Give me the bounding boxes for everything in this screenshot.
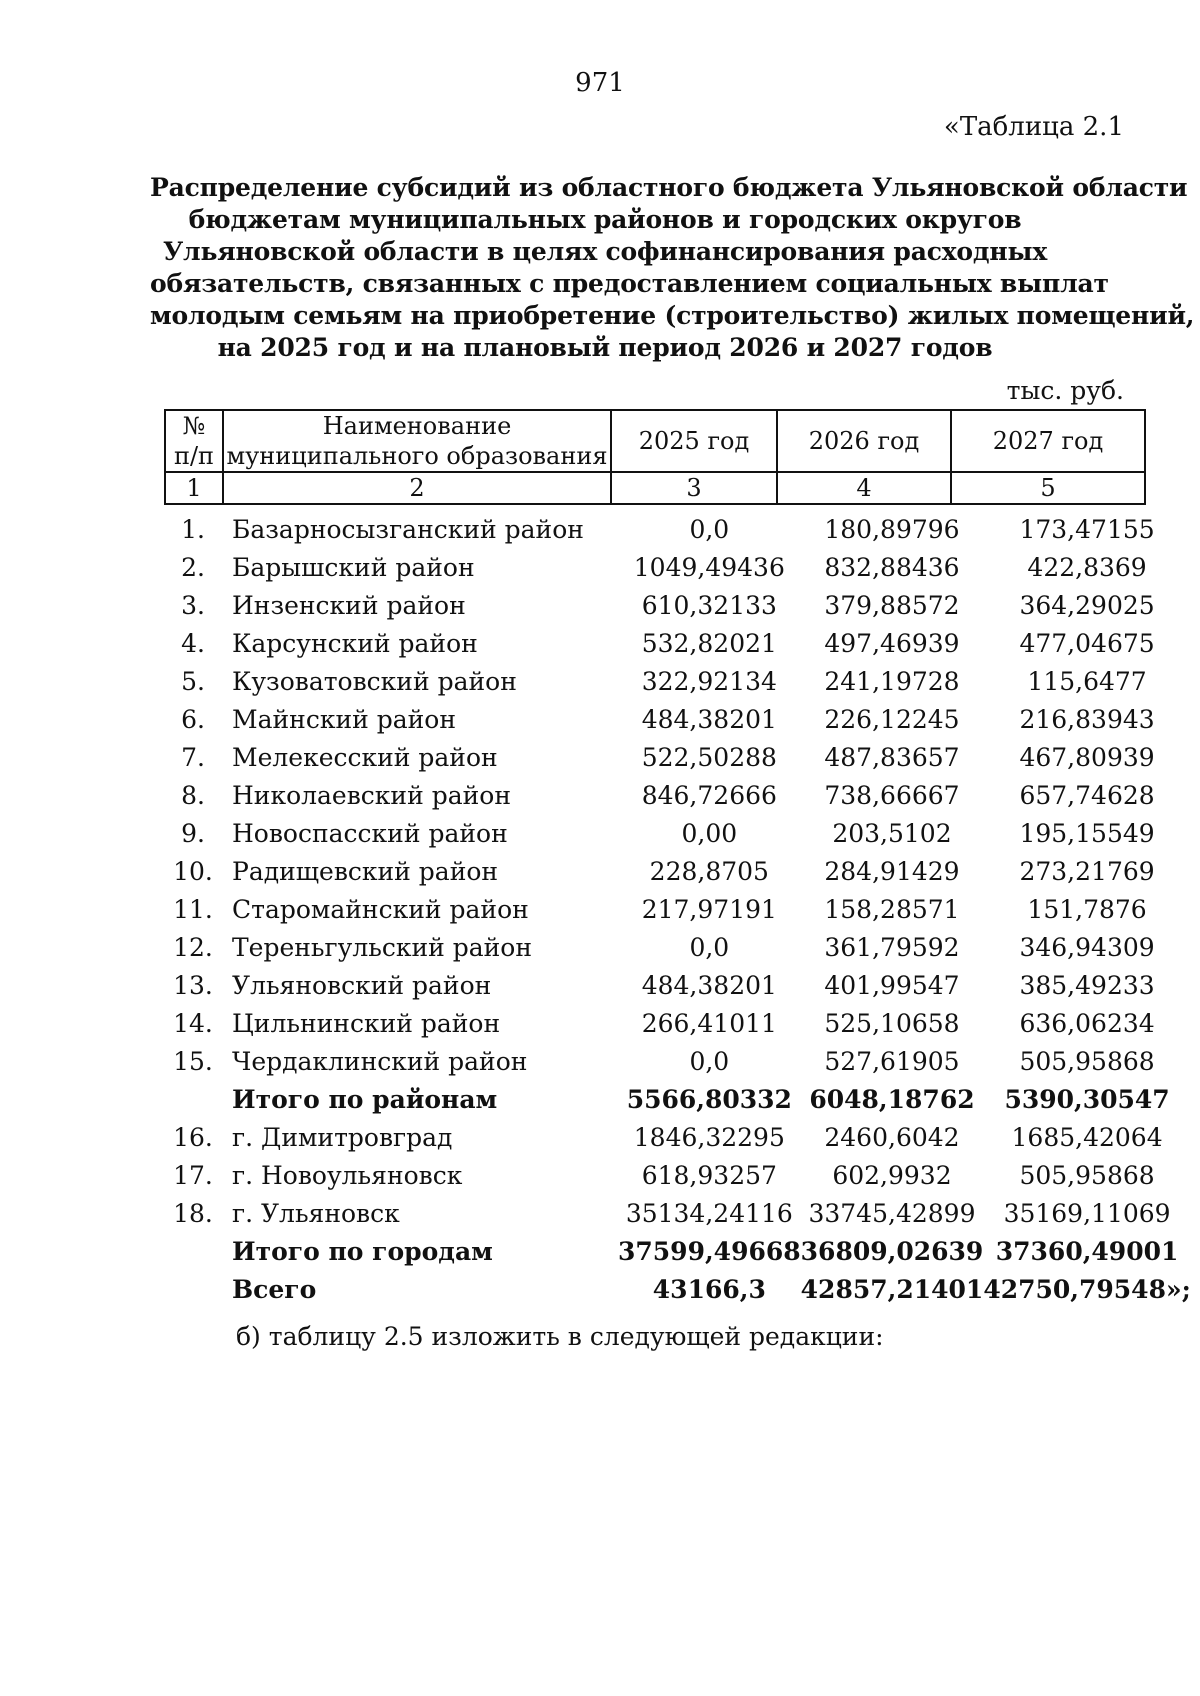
row-num: 10. <box>173 857 213 886</box>
row-2026: 241,19728 <box>824 667 960 696</box>
total-districts-row <box>164 1081 1191 1119</box>
title-line: Распределение субсидий из областного бюджета Ульяновской области <box>150 173 1188 202</box>
table-row <box>164 511 1191 549</box>
row-2025: 0,0 <box>689 515 730 544</box>
row-num: 13. <box>173 971 213 1000</box>
row-2026: 401,99547 <box>824 971 960 1000</box>
row-2025: 0,0 <box>689 1047 730 1076</box>
row-name: г. Ульяновск <box>232 1199 400 1228</box>
table-row <box>164 625 1191 663</box>
row-num: 14. <box>173 1009 213 1038</box>
table-row <box>164 815 1191 853</box>
row-2026: 284,91429 <box>824 857 960 886</box>
grand-total-2026: 42857,21401 <box>800 1275 984 1304</box>
row-2026: 525,10658 <box>824 1009 960 1038</box>
row-2027: 477,04675 <box>1019 629 1155 658</box>
row-name: Кузоватовский район <box>232 667 517 696</box>
total-cities-2026: 36809,02639 <box>800 1237 984 1266</box>
table-row <box>164 777 1191 815</box>
grand-total-row <box>164 1271 1191 1309</box>
header-index: 4 <box>777 472 951 504</box>
row-2027: 657,74628 <box>1019 781 1155 810</box>
header-index: 1 <box>165 472 223 504</box>
row-name: Базарносызганский район <box>232 515 584 544</box>
row-2027: 505,95868 <box>1019 1047 1155 1076</box>
grand-total-2025: 43166,3 <box>652 1275 766 1304</box>
title-line: Ульяновской области в целях софинансирования расходных <box>162 237 1048 266</box>
row-2026: 738,66667 <box>824 781 960 810</box>
row-2025: 0,0 <box>689 933 730 962</box>
row-2027: 505,95868 <box>1019 1161 1155 1190</box>
row-2026: 2460,6042 <box>824 1123 960 1152</box>
table-row <box>164 663 1191 701</box>
row-num: 12. <box>173 933 213 962</box>
row-num: 8. <box>181 781 205 810</box>
row-num: 1. <box>181 515 205 544</box>
page-number: 971 <box>575 68 625 98</box>
row-2027: 195,15549 <box>1019 819 1155 848</box>
table-row <box>164 891 1191 929</box>
header-name-bottom: муниципального образования <box>226 442 608 470</box>
total-districts-label: Итого по районам <box>232 1085 498 1114</box>
row-2027: 216,83943 <box>1019 705 1155 734</box>
row-2025: 522,50288 <box>641 743 777 772</box>
row-2027: 636,06234 <box>1019 1009 1155 1038</box>
total-districts-2027: 5390,30547 <box>1004 1085 1170 1114</box>
row-2025: 484,38201 <box>641 705 777 734</box>
row-2026: 361,79592 <box>824 933 960 962</box>
grand-total-2027: 42750,79548»; <box>983 1275 1191 1304</box>
table-row <box>164 967 1191 1005</box>
row-2026: 158,28571 <box>824 895 960 924</box>
row-2026: 226,12245 <box>824 705 960 734</box>
row-2027: 385,49233 <box>1019 971 1155 1000</box>
header-num <box>165 410 223 472</box>
row-num: 6. <box>181 705 205 734</box>
header-index: 5 <box>951 472 1145 504</box>
row-2025: 0,00 <box>681 819 738 848</box>
grand-total-label: Всего <box>232 1275 317 1304</box>
row-2025: 266,41011 <box>641 1009 777 1038</box>
row-2025: 1846,32295 <box>633 1123 785 1152</box>
title-line: на 2025 год и на плановый период 2026 и 2027 годов <box>217 333 993 362</box>
header-name-top: Наименование <box>322 412 512 440</box>
row-2025: 217,97191 <box>641 895 777 924</box>
row-num: 3. <box>181 591 205 620</box>
row-2025: 322,92134 <box>641 667 777 696</box>
row-2026: 180,89796 <box>824 515 960 544</box>
table-label: «Таблица 2.1 <box>943 112 1124 142</box>
row-num: 9. <box>181 819 205 848</box>
total-cities-row <box>164 1233 1191 1271</box>
row-2027: 35169,11069 <box>1003 1199 1171 1228</box>
title-line: молодым семьям на приобретение (строительство) жилых помещений, <box>150 301 1195 330</box>
row-2026: 33745,42899 <box>808 1199 976 1228</box>
row-2025: 35134,24116 <box>625 1199 793 1228</box>
row-num: 15. <box>173 1047 213 1076</box>
row-2026: 487,83657 <box>824 743 960 772</box>
row-name: Майнский район <box>232 705 457 734</box>
header-2025: 2025 год <box>611 410 777 472</box>
row-name: Ульяновский район <box>232 971 492 1000</box>
table-row <box>164 1043 1191 1081</box>
row-2027: 173,47155 <box>1019 515 1155 544</box>
table-row <box>164 1195 1191 1233</box>
row-name: г. Новоульяновск <box>232 1161 463 1190</box>
table-row <box>164 549 1191 587</box>
row-name: Радищевский район <box>232 857 499 886</box>
row-num: 16. <box>173 1123 213 1152</box>
table-header <box>164 409 1146 505</box>
row-name: Новоспасский район <box>232 819 508 848</box>
row-2027: 346,94309 <box>1019 933 1155 962</box>
row-2025: 484,38201 <box>641 971 777 1000</box>
row-2025: 532,82021 <box>641 629 777 658</box>
trailer-text: б) таблицу 2.5 изложить в следующей редакции: <box>236 1322 884 1351</box>
title-line: бюджетам муниципальных районов и городских округов <box>188 205 1022 234</box>
row-2025: 610,32133 <box>641 591 777 620</box>
table-row <box>164 1005 1191 1043</box>
title-line: обязательств, связанных с предоставлением социальных выплат <box>150 269 1109 298</box>
data-table <box>164 511 1191 1309</box>
units-label: тыс. руб. <box>1006 376 1124 405</box>
row-2026: 203,5102 <box>832 819 952 848</box>
row-name: Цильнинский район <box>232 1009 501 1038</box>
row-num: 4. <box>181 629 205 658</box>
row-2027: 273,21769 <box>1019 857 1155 886</box>
header-num-top: № <box>182 412 206 440</box>
document-title <box>150 172 1195 364</box>
row-num: 2. <box>181 553 205 582</box>
row-2025: 846,72666 <box>641 781 777 810</box>
row-2027: 467,80939 <box>1019 743 1155 772</box>
row-name: Инзенский район <box>232 591 466 620</box>
total-districts-2025: 5566,80332 <box>626 1085 792 1114</box>
total-districts-2026: 6048,18762 <box>809 1085 975 1114</box>
row-2027: 364,29025 <box>1019 591 1155 620</box>
row-name: Тереньгульский район <box>232 933 533 962</box>
table-row <box>164 1119 1191 1157</box>
row-name: Николаевский район <box>232 781 511 810</box>
row-num: 7. <box>181 743 205 772</box>
header-index: 2 <box>223 472 611 504</box>
row-name: г. Димитровград <box>232 1123 453 1152</box>
row-2026: 379,88572 <box>824 591 960 620</box>
header-index: 3 <box>611 472 777 504</box>
row-2027: 151,7876 <box>1027 895 1147 924</box>
row-name: Барышский район <box>232 553 475 582</box>
row-2026: 497,46939 <box>824 629 960 658</box>
row-2026: 527,61905 <box>824 1047 960 1076</box>
total-cities-2027: 37360,49001 <box>995 1237 1179 1266</box>
table-row <box>164 1157 1191 1195</box>
row-num: 18. <box>173 1199 213 1228</box>
row-name: Карсунский район <box>232 629 478 658</box>
row-2025: 228,8705 <box>649 857 769 886</box>
table-row <box>164 929 1191 967</box>
table-row <box>164 739 1191 777</box>
row-name: Мелекесский район <box>232 743 498 772</box>
row-2027: 1685,42064 <box>1011 1123 1163 1152</box>
header-num-bottom: п/п <box>173 442 215 470</box>
row-2027: 115,6477 <box>1027 667 1147 696</box>
table-row <box>164 701 1191 739</box>
row-name: Чердаклинский район <box>232 1047 528 1076</box>
header-2027: 2027 год <box>951 410 1145 472</box>
row-num: 17. <box>173 1161 213 1190</box>
row-2026: 832,88436 <box>824 553 960 582</box>
header-name <box>223 410 611 472</box>
total-cities-label: Итого по городам <box>232 1237 493 1266</box>
row-2027: 422,8369 <box>1027 553 1147 582</box>
table-row <box>164 853 1191 891</box>
total-cities-2025: 37599,49668 <box>618 1237 801 1266</box>
table-row <box>164 587 1191 625</box>
row-num: 5. <box>181 667 205 696</box>
row-name: Старомайнский район <box>232 895 529 924</box>
header-2026: 2026 год <box>777 410 951 472</box>
row-num: 11. <box>173 895 213 924</box>
row-2025: 1049,49436 <box>633 553 785 582</box>
row-2025: 618,93257 <box>641 1161 777 1190</box>
row-2026: 602,9932 <box>832 1161 952 1190</box>
